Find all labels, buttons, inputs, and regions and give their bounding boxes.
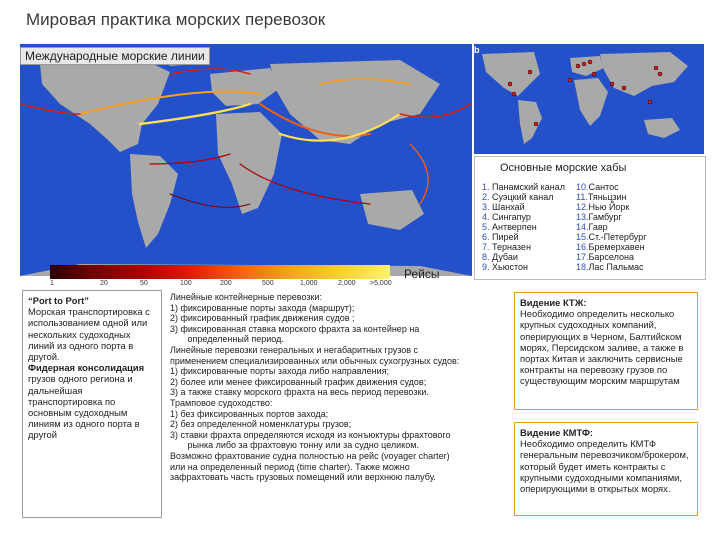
hub-number: 10. bbox=[576, 182, 589, 192]
ktzh-vision-heading: Видение КТЖ: bbox=[520, 297, 587, 308]
text-line: определенный период. bbox=[170, 334, 284, 345]
text-line: рынка либо за фрахтовую тонну или за судно целиком. bbox=[170, 440, 419, 451]
hub-name: Шанхай bbox=[492, 202, 525, 212]
hub-item bbox=[482, 242, 565, 252]
hub-item bbox=[482, 182, 565, 192]
hub-name: Суэцкий канал bbox=[492, 192, 554, 202]
kmtf-vision-heading: Видение КМТФ: bbox=[520, 427, 593, 438]
colorbar-title: Рейсы bbox=[404, 267, 440, 281]
text-line: 2) более или менее фиксированный график движения судов; bbox=[170, 376, 427, 387]
hub-number: 6. bbox=[482, 232, 490, 242]
hub-number: 7. bbox=[482, 242, 490, 252]
hub-name: Ст.-Петербург bbox=[588, 232, 647, 242]
colorbar-tick: 100 bbox=[180, 280, 192, 287]
shipping-routes-map bbox=[20, 44, 472, 276]
hubs-map bbox=[474, 44, 704, 154]
hub-name: Гамбург bbox=[588, 212, 622, 222]
hub-item bbox=[576, 222, 647, 232]
hub-number: 17. bbox=[576, 252, 589, 262]
hub-name: Хьюстон bbox=[492, 262, 528, 272]
text-line: Трамповое судоходство: bbox=[170, 397, 273, 408]
text-line: Линейные перевозки генеральных и негабаритных грузов с bbox=[170, 344, 419, 355]
hub-number: 16. bbox=[576, 242, 589, 252]
hub-item bbox=[576, 192, 647, 202]
text-line: 2) фиксированный график движения судов ; bbox=[170, 313, 355, 324]
feeder-text: грузов одного региона и дальнейшая транспортировка по основным судоходным линиям из одного порта в другой bbox=[28, 373, 140, 441]
hub-number: 12. bbox=[576, 202, 589, 212]
text-line: зафрахтовать часть грузовых помещений или верхнюю палубу. bbox=[170, 472, 436, 483]
colorbar-tick: >5,000 bbox=[370, 280, 392, 287]
colorbar-tick: 1 bbox=[50, 280, 54, 287]
hub-name: Панамский канал bbox=[492, 182, 566, 192]
hub-number: 14. bbox=[576, 222, 589, 232]
colorbar-tick: 200 bbox=[220, 280, 232, 287]
hub-item bbox=[482, 262, 565, 272]
ktzh-vision-text: Необходимо определить несколько крупных судоходных компаний, оперирующих в Черном, Балтийском морях, Персидском заливе, а также в портах Китая и заключить сервисные контракты на перевозку грузов по существующим морским маршрутам bbox=[520, 308, 684, 387]
shipping-types-text bbox=[166, 292, 502, 518]
hub-name: Барселона bbox=[588, 252, 634, 262]
hub-item bbox=[576, 252, 647, 262]
hub-item bbox=[576, 212, 647, 222]
hub-number: 2. bbox=[482, 192, 490, 202]
hubs-list-left bbox=[482, 182, 565, 272]
port-to-port-panel bbox=[22, 290, 162, 518]
colorbar-tick: 2,000 bbox=[338, 280, 356, 287]
hub-number: 3. bbox=[482, 202, 490, 212]
text-line: 3) а также ставку морского фрахта на весь период перевозки. bbox=[170, 387, 429, 398]
colorbar-tick: 50 bbox=[140, 280, 148, 287]
hub-name: Лас Пальмас bbox=[588, 262, 644, 272]
text-line: или на определенный период (time charter). Также можно bbox=[170, 461, 410, 472]
hubs-title: Основные морские хабы bbox=[500, 162, 627, 174]
page-title: Мировая практика морских перевозок bbox=[26, 10, 326, 29]
hub-item bbox=[482, 192, 565, 202]
text-line: 1) без фиксированных портов захода; bbox=[170, 408, 329, 419]
hub-item bbox=[576, 232, 647, 242]
hub-item bbox=[576, 202, 647, 212]
hub-item bbox=[576, 262, 647, 272]
ktzh-vision-panel bbox=[514, 292, 698, 410]
hubs-map-label: b bbox=[474, 45, 480, 55]
hub-item bbox=[482, 232, 565, 242]
hub-item bbox=[576, 242, 647, 252]
text-line: Линейные контейнерные перевозки: bbox=[170, 292, 322, 302]
hub-item bbox=[482, 252, 565, 262]
colorbar-tick: 20 bbox=[100, 280, 108, 287]
hub-number: 15. bbox=[576, 232, 589, 242]
colorbar-tick: 1,000 bbox=[300, 280, 318, 287]
hub-number: 4. bbox=[482, 212, 490, 222]
text-line: 1) фиксированные порты захода (маршрут); bbox=[170, 302, 355, 313]
kmtf-vision-panel bbox=[514, 422, 698, 516]
hub-item bbox=[482, 212, 565, 222]
hub-number: 5. bbox=[482, 222, 490, 232]
text-line: Возможно фрахтование судна полностью на рейс (voyager charter) bbox=[170, 450, 450, 461]
hub-item bbox=[482, 222, 565, 232]
port-to-port-heading: “Port to Port” bbox=[28, 295, 89, 306]
hub-number: 11. bbox=[576, 192, 588, 202]
hub-number: 18. bbox=[576, 262, 589, 272]
hubs-list-right bbox=[576, 182, 647, 272]
hub-name: Терназен bbox=[492, 242, 531, 252]
hub-name: Антверпен bbox=[492, 222, 537, 232]
flights-colorbar bbox=[50, 265, 390, 279]
text-line: 1) фиксированные порты захода либо направления; bbox=[170, 366, 389, 377]
hubs-map-graphic bbox=[474, 44, 704, 154]
world-map-graphic bbox=[20, 44, 472, 276]
hub-name: Дубаи bbox=[492, 252, 518, 262]
text-line: 3) ставки фрахта определяются исходя из конъюктуры фрахтового bbox=[170, 429, 451, 440]
hub-number: 9. bbox=[482, 262, 490, 272]
hub-number: 13. bbox=[576, 212, 589, 222]
port-to-port-text: Морская транспортировка с использованием одной или нескольких судоходных линий из одного порта в другой. bbox=[28, 306, 150, 363]
hub-name: Гавр bbox=[588, 222, 608, 232]
hub-item bbox=[482, 202, 565, 212]
hub-name: Сингапур bbox=[492, 212, 531, 222]
text-line: 2) без определенной номенклатуры грузов; bbox=[170, 419, 352, 430]
text-line: 3) фиксированная ставка морского фрахта за контейнер на bbox=[170, 323, 420, 334]
hub-name: Тяньцзин bbox=[587, 192, 627, 202]
colorbar-tick: 500 bbox=[262, 280, 274, 287]
hub-number: 1. bbox=[482, 182, 490, 192]
feeder-heading: Фидерная консолидация bbox=[28, 362, 145, 374]
hub-item bbox=[576, 182, 647, 192]
map-label: Международные морские линии bbox=[20, 47, 210, 65]
hub-name: Нью Йорк bbox=[588, 202, 630, 212]
hub-name: Пирей bbox=[492, 232, 519, 242]
kmtf-vision-text: Необходимо определить КМТФ генеральным перевозчиком/брокером, который будет иметь контракты с крупными судоходными компаниями, оперирующими в открытых морях. bbox=[520, 438, 689, 495]
hub-name: Бремерхавен bbox=[588, 242, 645, 252]
hub-name: Сантос bbox=[588, 182, 619, 192]
text-line: применением специализированных или обычных сухогрузных судов: bbox=[170, 355, 460, 366]
hub-number: 8. bbox=[482, 252, 490, 262]
